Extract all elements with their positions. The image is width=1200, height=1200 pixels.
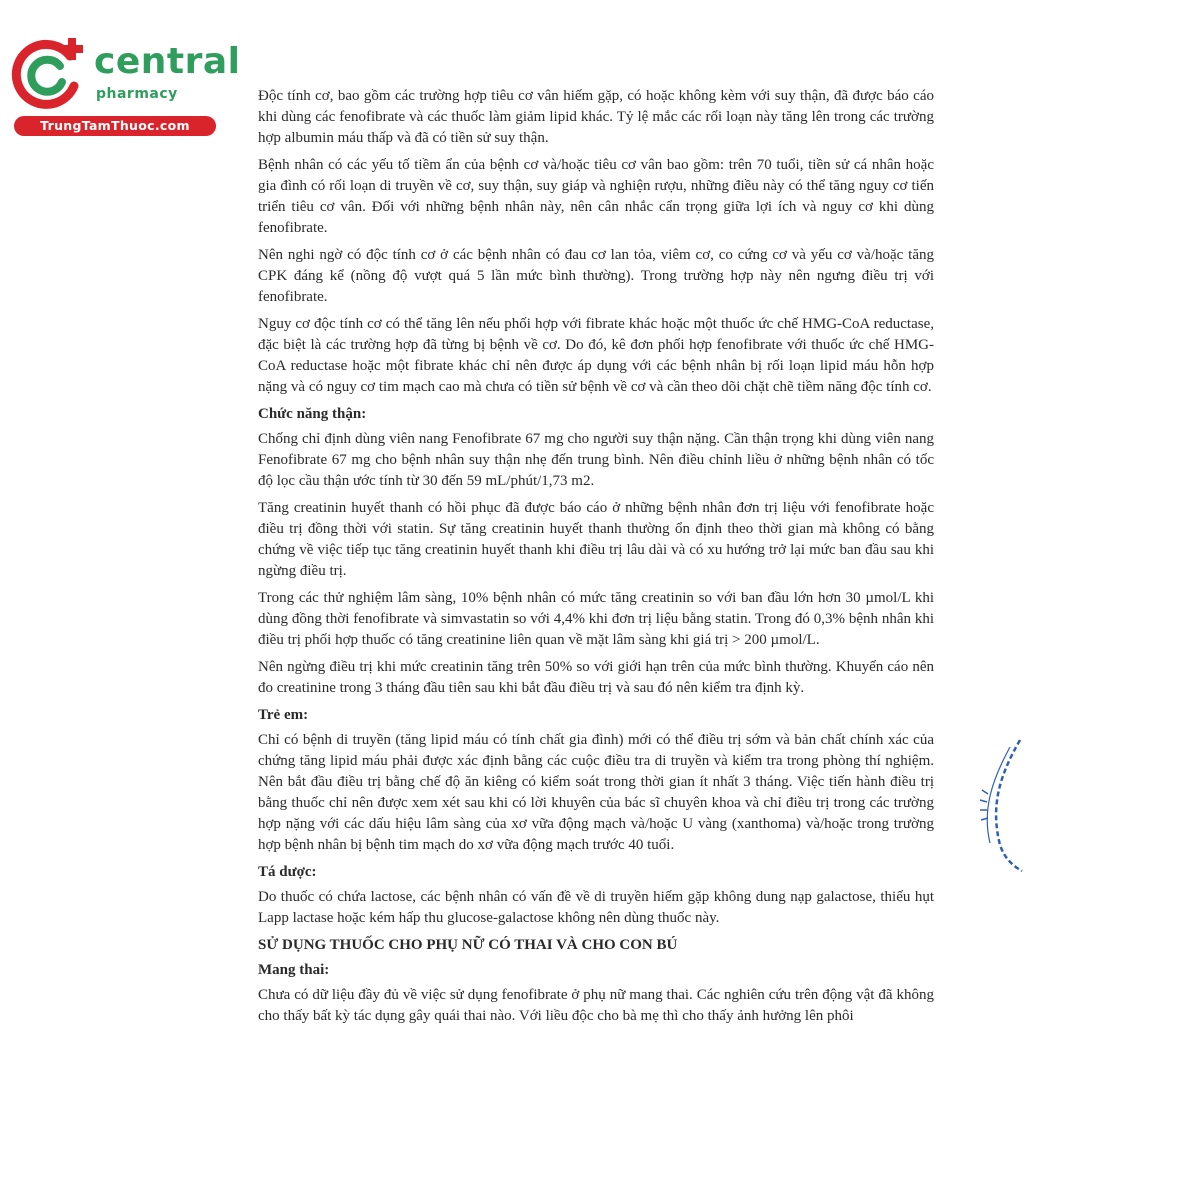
section-heading-excipients: Tá dược: — [258, 864, 317, 880]
brand-subtitle: pharmacy — [96, 86, 178, 102]
section-heading-pregnancy-lactation: SỬ DỤNG THUỐC CHO PHỤ NỮ CÓ THAI VÀ CHO CON BÚ — [258, 937, 678, 953]
paragraph: Chống chỉ định dùng viên nang Fenofibrate 67 mg cho người suy thận nặng. Cần thận trọng khi dùng viên nang Fenofibrate 67 mg cho bệnh nhân suy thận nhẹ đến trung bình. Nên điều chỉnh liều ở những bệnh nhân có tốc độ lọc cầu thận ước tính từ 30 đến 59 mL/phút/1,73 m2. — [258, 431, 934, 489]
brand-name: central — [94, 41, 241, 82]
paragraph: Bệnh nhân có các yếu tố tiềm ẩn của bệnh cơ và/hoặc tiêu cơ vân bao gồm: trên 70 tuổi, tiền sử cá nhân hoặc gia đình có rối loạn di truyền về cơ, suy thận, suy giáp và nghiện rượu, những điều này có thể tăng nguy cơ tiến triển tiêu cơ vân. Đối với những bệnh nhân này, nên cân nhắc cẩn trọng giữa lợi ích và nguy cơ khi dùng fenofibrate. — [258, 157, 934, 236]
paragraph: Nên ngừng điều trị khi mức creatinin tăng trên 50% so với giới hạn trên của mức bình thường. Khuyến cáo nên đo creatinine trong 3 tháng đầu tiên sau khi bắt đầu điều trị và sau đó nên kiểm tra định kỳ. — [258, 659, 934, 696]
paragraph: Độc tính cơ, bao gồm các trường hợp tiêu cơ vân hiếm gặp, có hoặc không kèm với suy thận, đã được báo cáo khi dùng các fenofibrate và các thuốc làm giảm lipid khác. Tỷ lệ mắc các rối loạn này tăng lên trong các trường hợp albumin máu thấp và đã có tiền sử suy thận. — [258, 88, 934, 146]
section-heading-renal: Chức năng thận: — [258, 406, 367, 422]
paragraph: Chỉ có bệnh di truyền (tăng lipid máu có tính chất gia đình) mới có thể điều trị sớm và bản chất chính xác của chứng tăng lipid máu phải được xác định bằng các cuộc điều tra di truyền và kiểm tra trong phòng thí nghiệm. Nên bắt đầu điều trị bằng chế độ ăn kiêng có kiểm soát trong thời gian ít nhất 3 tháng. Việc tiến hành điều trị bằng thuốc chỉ nên được xem xét sau khi có lời khuyên của bác sĩ chuyên khoa và chỉ điều trị trong các trường hợp nặng với các dấu hiệu lâm sàng của xơ vữa động mạch và/hoặc U vàng (xanthoma) và/hoặc trong trường hợp bệnh nhân bị bệnh tim mạch do xơ vữa động mạch trước 40 tuổi. — [258, 732, 934, 853]
paragraph: Nguy cơ độc tính cơ có thể tăng lên nếu phối hợp với fibrate khác hoặc một thuốc ức chế HMG-CoA reductase, đặc biệt là các trường hợp đã từng bị bệnh về cơ. Do đó, kê đơn phối hợp fenofibrate với thuốc ức chế HMG-CoA reductase hoặc một fibrate khác chỉ nên được áp dụng với các bệnh nhân bị rối loạn lipid máu hỗn hợp nặng và có nguy cơ tim mạch cao mà chưa có tiền sử bệnh về cơ và cần theo dõi chặt chẽ tiềm năng độc tính cơ. — [258, 316, 934, 395]
brand-url-badge[interactable]: TrungTamThuoc.com — [14, 116, 216, 136]
paragraph: Nên nghi ngờ có độc tính cơ ở các bệnh nhân có đau cơ lan tỏa, viêm cơ, co cứng cơ và yếu cơ và/hoặc tăng CPK đáng kể (nồng độ vượt quá 5 lần mức bình thường). Trong trường hợp này nên ngưng điều trị với fenofibrate. — [258, 247, 934, 305]
paragraph: Trong các thử nghiệm lâm sàng, 10% bệnh nhân có mức tăng creatinin so với ban đầu lớn hơn 30 µmol/L khi dùng đồng thời fenofibrate và simvastatin so với 4,4% khi đơn trị liệu bằng statin. Trong đó 0,3% bệnh nhân khi điều trị phối hợp thuốc có tăng creatinine liên quan về mặt lâm sàng khi giá trị > 200 µmol/L. — [258, 590, 934, 648]
central-pharmacy-logo-icon — [8, 36, 92, 116]
paragraph: Tăng creatinin huyết thanh có hồi phục đã được báo cáo ở những bệnh nhân đơn trị liệu với fenofibrate hoặc điều trị đồng thời với statin. Sự tăng creatinin huyết thanh thường ổn định theo thời gian mà không có bằng chứng về việc tiếp tục tăng creatinin huyết thanh khi điều trị lâu dài và có xu hướng trở lại mức ban đầu sau khi ngừng điều trị. — [258, 500, 934, 579]
stamp-fragment-icon — [960, 735, 1030, 875]
brand-logo[interactable] — [8, 36, 241, 136]
section-heading-children: Trẻ em: — [258, 707, 309, 723]
document-body — [258, 86, 934, 1033]
paragraph: Do thuốc có chứa lactose, các bệnh nhân có vấn đề về di truyền hiếm gặp không dung nạp galactose, thiếu hụt Lapp lactase hoặc kém hấp thu glucose-galactose không nên dùng thuốc này. — [258, 889, 934, 926]
paragraph: Chưa có dữ liệu đầy đủ về việc sử dụng fenofibrate ở phụ nữ mang thai. Các nghiên cứu trên động vật đã không cho thấy bất kỳ tác dụng gây quái thai nào. Với liều độc cho bà mẹ thì cho thấy ảnh hưởng lên phôi — [258, 987, 934, 1024]
section-heading-pregnancy: Mang thai: — [258, 962, 330, 978]
